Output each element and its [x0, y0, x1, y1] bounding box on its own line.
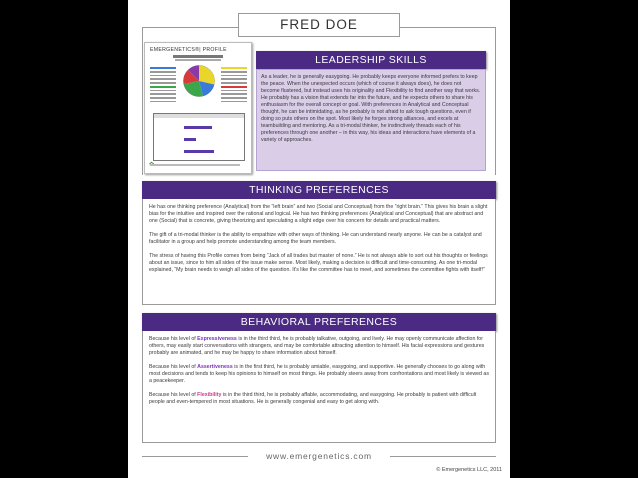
behavioral-section	[142, 331, 496, 443]
leadership-heading: LEADERSHIP SKILLS	[256, 51, 486, 69]
term-expressiveness: Expressiveness	[197, 336, 237, 342]
profile-thumbnail	[144, 42, 252, 174]
behavior-bar	[184, 126, 212, 129]
thumbnail-left-column	[150, 67, 176, 105]
behavior-bar	[184, 138, 196, 141]
thumbnail-subtitle-line	[173, 55, 223, 58]
thumbnail-title: EMERGENETICS®| PROFILE	[150, 47, 227, 53]
term-flexibility: Flexibility	[197, 392, 222, 398]
thinking-section	[142, 199, 496, 305]
behavioral-heading: BEHAVIORAL PREFERENCES	[142, 313, 496, 331]
term-assertiveness: Assertiveness	[197, 364, 233, 370]
thinking-paragraph: The gift of a tri-modal thinker is the ability to empathize with other ways of thinking. He can understand nearly anyone. He can be a catalyst and facilitator in a group and help promote understanding among the team members.	[149, 232, 482, 245]
behavior-bar	[184, 150, 214, 153]
profile-pie-chart	[183, 65, 215, 97]
behavioral-paragraph-assertiveness: Because his level of Assertiveness is in the first third, he is probably amiable, easygoing, and supportive. He generally chooses to go along with most decisions and tends to keep his opinions to himself on most things. He probably steers away from confrontations and most likely is viewed as a peacekeeper.	[149, 364, 489, 384]
leadership-text: As a leader, he is generally easygoing. He probably keeps everyone informed prefers to keep the peace. When the unexpected occurs (which of course it always does), he does not become flustered, but instead uses his originality and Flexibility to find another way that works. He probably has a vision that extends far into the future, and he expects others to share his enthusiasm for the overall concept or goal. With preferences in Analytical and Conceptual thought, he can be intimidating, as he probably is not afraid to ask tough questions, even if doing so puts others on the spot. Most likely he forges strong alliances, and excels at teambuilding and mentoring. As a tri-modal thinker, he instinctively threads each of his preferences through one another – in this way, his ideas and interactions have elements of a variety of approaches.	[261, 74, 481, 143]
behavioral-paragraph-expressiveness: Because his level of Expressiveness is in the third third, he is probably talkative, outgoing, and lively. He may openly communicate affection for others, may easily start conversations with strangers, and may be comfortable attracting attention to himself. His facial expressions and gestures probably are animated, and he may be happy to share information about himself.	[149, 336, 485, 356]
thinking-paragraph: The stress of having this Profile comes from being “Jack of all trades but master of none.” He is not always able to sort out his thoughts or feelings about an issue, since to him all sides of the issue make sense. Most likely, making a decision is difficult and time-consuming. As one tri-modal explained, “My brain needs to weigh all sides of the question. It's like the committee has to meet, and sometimes the committee fights with itself!”	[149, 253, 488, 273]
thumbnail-subtitle-line	[175, 59, 221, 61]
person-name: FRED DOE	[238, 13, 400, 37]
thinking-heading: THINKING PREFERENCES	[142, 181, 496, 199]
frame-line-left	[142, 27, 143, 175]
leadership-section	[256, 69, 486, 171]
copyright-notice: © Emergenetics LLC, 2011	[436, 467, 502, 473]
website-link[interactable]: www.emergenetics.com	[248, 449, 390, 463]
profile-page	[128, 0, 510, 478]
thumbnail-right-column	[221, 67, 247, 105]
frame-line-right	[495, 27, 496, 175]
behavioral-paragraph-flexibility: Because his level of Flexibility is in the third third, he is probably affable, accommodating, and easygoing. He probably is patient with difficult people and even-tempered in most situations. He is generally congenial and easy to get along with.	[149, 392, 477, 405]
thumbnail-behavior-bars	[153, 113, 245, 161]
thinking-paragraph: He has one thinking preference (Analytical) from the “left brain” and two (Social and Conceptual) from the “right brain.” This gives his brain a slight bias for the intuitive and inspired over the rational and logical. He has two thinking preferences (Analytical and Conceptual) that are abstract and one (Social) that is concrete, giving theorizing and speculating a slight edge over his concern for details and practical matters.	[149, 204, 488, 224]
thumbnail-footer-line	[150, 164, 240, 166]
